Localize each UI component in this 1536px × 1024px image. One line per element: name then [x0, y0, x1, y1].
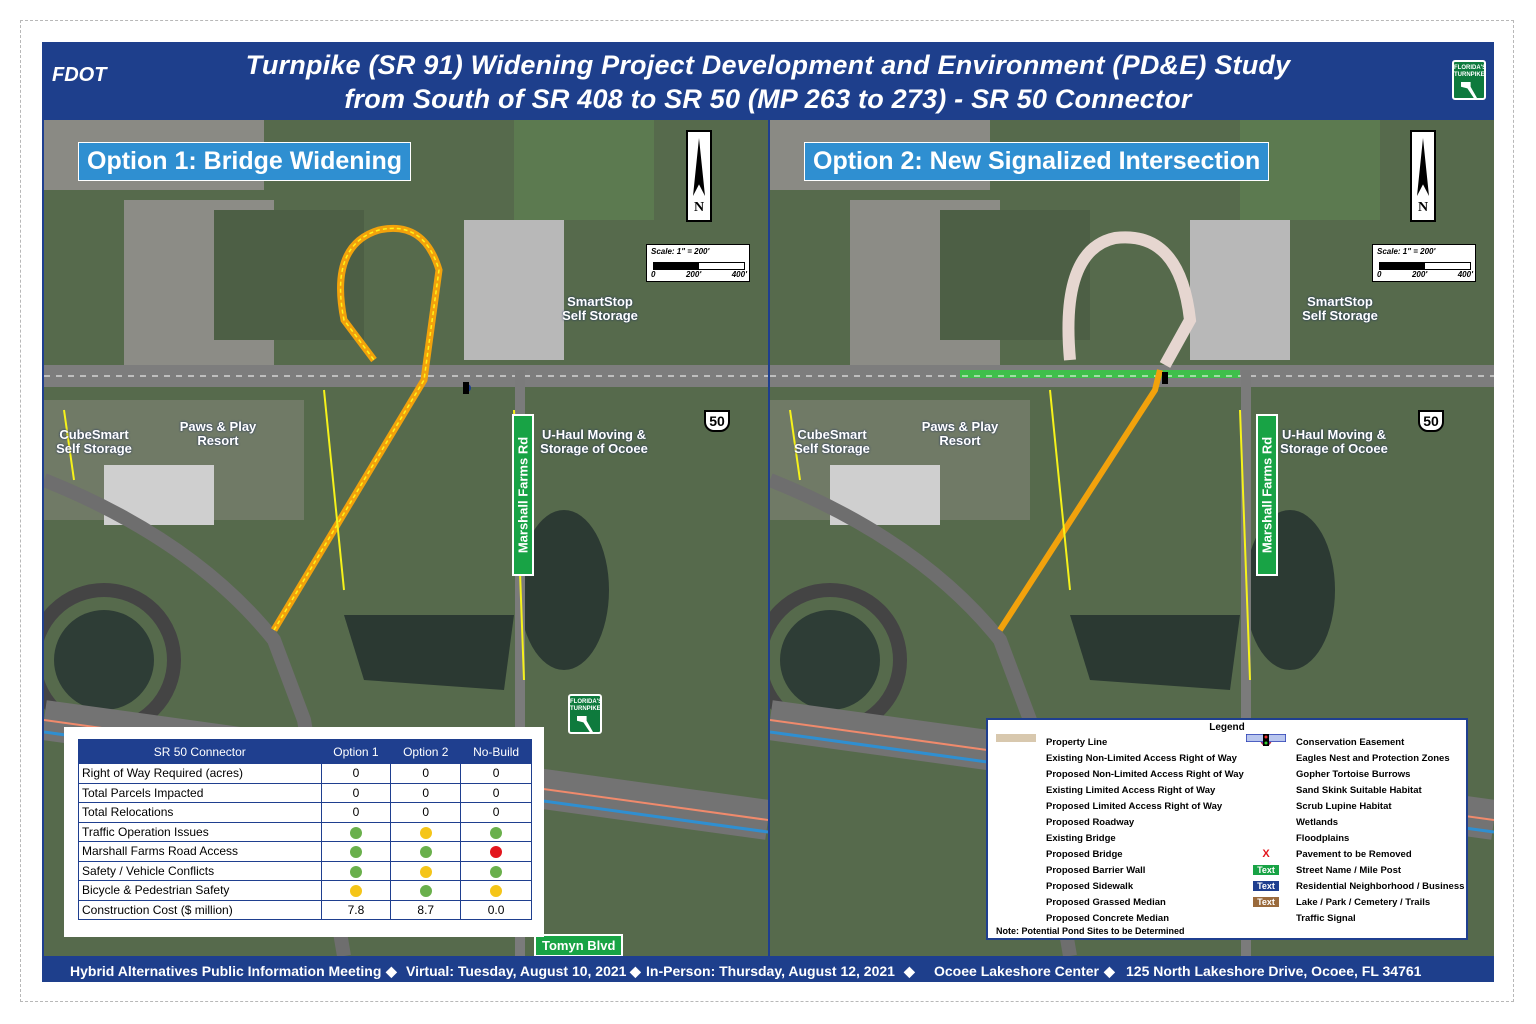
- option1-scale-bar: Scale: 1" = 200' 0 200' 400': [646, 244, 750, 282]
- yellow-rating-dot: [490, 885, 502, 897]
- legend-item: [996, 830, 1244, 846]
- option1-street-tomyn-blvd: Tomyn Blvd: [534, 934, 623, 956]
- legend-left-column: [996, 734, 1244, 926]
- legend-swatch: [996, 865, 1036, 875]
- legend-swatch: [996, 913, 1036, 923]
- legend-swatch: [996, 833, 1036, 843]
- legend-label: Proposed Bridge: [1046, 848, 1123, 860]
- comparison-value: 0: [461, 764, 532, 784]
- diamond-icon: ◆: [386, 963, 397, 979]
- green-rating-dot: [350, 866, 362, 878]
- legend-item: [1246, 766, 1464, 782]
- legend-title: Legend: [1209, 722, 1245, 733]
- footer-address: 125 North Lakeshore Drive, Ocoee, FL 34761: [1126, 963, 1422, 979]
- comparison-rating-cell: [321, 861, 391, 881]
- legend-swatch: [996, 801, 1036, 811]
- legend-label: Proposed Roadway: [1046, 816, 1135, 828]
- legend-label: Scrub Lupine Habitat: [1296, 800, 1392, 812]
- comparison-row: [79, 822, 532, 842]
- comparison-table: [78, 739, 532, 920]
- diamond-icon: ◆: [630, 963, 641, 979]
- option2-scale-bar: Scale: 1" = 200' 0 200' 400': [1372, 244, 1476, 282]
- option2-title: Option 2: New Signalized Intersection: [804, 142, 1269, 181]
- option2-label-paws: Paws & Play Resort: [921, 419, 999, 448]
- footer-virtual: Virtual: Tuesday, August 10, 2021: [406, 963, 627, 979]
- legend-label: Traffic Signal: [1296, 912, 1356, 924]
- comparison-rating-cell: [321, 881, 391, 901]
- comparison-rating-cell: [391, 822, 461, 842]
- yellow-rating-dot: [420, 866, 432, 878]
- legend-label: Sand Skink Suitable Habitat: [1296, 784, 1422, 796]
- footer-inperson: In-Person: Thursday, August 12, 2021: [646, 963, 895, 979]
- footer: [42, 960, 1494, 982]
- green-rating-dot: [490, 866, 502, 878]
- turnpike-logo: FLORIDA'S TURNPIKE: [1452, 60, 1486, 100]
- comparison-row: [79, 842, 532, 862]
- comparison-value: 0: [461, 803, 532, 823]
- fdot-logo: FDOT: [52, 64, 107, 86]
- option1-label-cubesmart: CubeSmart Self Storage: [56, 427, 132, 456]
- comparison-row: [79, 803, 532, 823]
- option1-map-panel: [44, 120, 768, 956]
- option1-title: Option 1: Bridge Widening: [78, 142, 411, 181]
- comparison-value: 8.7: [391, 900, 461, 920]
- comparison-value: 0.0: [461, 900, 532, 920]
- option1-street-marshall-farms: Marshall Farms Rd: [512, 414, 534, 576]
- legend-item: [996, 862, 1244, 878]
- comparison-rating-cell: [321, 842, 391, 862]
- legend-swatch: [996, 849, 1036, 859]
- legend-swatch: [996, 769, 1036, 779]
- exhibit-board: [42, 42, 1494, 982]
- green-rating-dot: [420, 885, 432, 897]
- comparison-value: 0: [461, 783, 532, 803]
- option2-label-uhaul: U-Haul Moving & Storage of Ocoee: [1280, 427, 1388, 456]
- comparison-row-label: Right of Way Required (acres): [79, 764, 322, 784]
- legend-right-column: [1246, 734, 1464, 926]
- legend-swatch: Text: [1246, 865, 1286, 875]
- comparison-row: [79, 900, 532, 920]
- diamond-icon: ◆: [1104, 963, 1115, 979]
- legend-label: Existing Bridge: [1046, 832, 1116, 844]
- comparison-rating-cell: [461, 822, 532, 842]
- legend-swatch: [996, 785, 1036, 795]
- legend-item: [1246, 798, 1464, 814]
- comparison-rating-cell: [391, 881, 461, 901]
- legend-label: Proposed Barrier Wall: [1046, 864, 1146, 876]
- comparison-header: Option 1: [321, 740, 391, 764]
- legend-label: Conservation Easement: [1296, 736, 1405, 748]
- legend-label: Gopher Tortoise Burrows: [1296, 768, 1411, 780]
- legend-item: [996, 750, 1244, 766]
- comparison-table-panel: [64, 727, 544, 937]
- option2-street-marshall-farms: Marshall Farms Rd: [1256, 414, 1278, 576]
- legend-label: Residential Neighborhood / Business: [1296, 880, 1465, 892]
- footer-meeting: Hybrid Alternatives Public Information Meeting: [70, 963, 382, 979]
- legend-label: Property Line: [1046, 736, 1108, 748]
- comparison-row-label: Safety / Vehicle Conflicts: [79, 861, 322, 881]
- option1-turnpike-sign: FLORIDA'S TURNPIKE: [568, 694, 602, 734]
- legend-swatch: Text: [1246, 881, 1286, 891]
- legend-swatch: X: [1262, 848, 1270, 860]
- legend-item: [996, 894, 1244, 910]
- comparison-value: 0: [321, 803, 391, 823]
- legend-label: Eagles Nest and Protection Zones: [1296, 752, 1450, 764]
- comparison-value: 0: [321, 783, 391, 803]
- green-rating-dot: [420, 846, 432, 858]
- legend-swatch: [996, 753, 1036, 763]
- legend-item: [996, 846, 1244, 862]
- comparison-rating-cell: [321, 822, 391, 842]
- comparison-rating-cell: [461, 842, 532, 862]
- comparison-row: [79, 861, 532, 881]
- legend-item: [996, 782, 1244, 798]
- legend-item: [1246, 862, 1464, 878]
- legend-label: Existing Limited Access Right of Way: [1046, 784, 1216, 796]
- diamond-icon: ◆: [904, 963, 915, 979]
- title-line-1: Turnpike (SR 91) Widening Project Development and Environment (PD&E) Study: [245, 50, 1291, 80]
- comparison-value: 0: [321, 764, 391, 784]
- legend-label: Pavement to be Removed: [1296, 848, 1412, 860]
- legend-label: Proposed Sidewalk: [1046, 880, 1134, 892]
- legend-item: [996, 766, 1244, 782]
- comparison-rating-cell: [391, 861, 461, 881]
- legend-label: Wetlands: [1296, 816, 1339, 828]
- legend-swatch: [1246, 913, 1286, 923]
- footer-venue: Ocoee Lakeshore Center: [934, 963, 1099, 979]
- legend-label: Proposed Concrete Median: [1046, 912, 1169, 924]
- legend-item: [996, 878, 1244, 894]
- legend-label: Floodplains: [1296, 832, 1350, 844]
- comparison-value: 0: [391, 783, 461, 803]
- yellow-rating-dot: [420, 827, 432, 839]
- comparison-row-label: Marshall Farms Road Access: [79, 842, 322, 862]
- legend-swatch: [996, 881, 1036, 891]
- legend-item: [1246, 846, 1464, 862]
- legend-swatch: [1246, 769, 1286, 779]
- header: [42, 42, 1494, 120]
- option2-map-panel: [770, 120, 1494, 956]
- legend-item: [1246, 830, 1464, 846]
- option2-label-cubesmart: CubeSmart Self Storage: [794, 427, 870, 456]
- comparison-row-label: Traffic Operation Issues: [79, 822, 322, 842]
- option2-north-arrow: N: [1410, 130, 1436, 222]
- legend-item: [996, 798, 1244, 814]
- comparison-header: No-Build: [461, 740, 532, 764]
- legend-label: Proposed Non-Limited Access Right of Way: [1046, 768, 1244, 780]
- legend-item: [1246, 894, 1464, 910]
- legend-item: [1246, 814, 1464, 830]
- legend-label: Proposed Limited Access Right of Way: [1046, 800, 1223, 812]
- legend-swatch: [996, 897, 1036, 907]
- option1-label-uhaul: U-Haul Moving & Storage of Ocoee: [540, 427, 648, 456]
- legend-swatch: [1246, 833, 1286, 843]
- yellow-rating-dot: [350, 885, 362, 897]
- legend-item: [1246, 782, 1464, 798]
- comparison-row: [79, 764, 532, 784]
- comparison-row-label: Construction Cost ($ million): [79, 900, 322, 920]
- comparison-row-label: Total Relocations: [79, 803, 322, 823]
- green-rating-dot: [350, 827, 362, 839]
- comparison-rating-cell: [461, 881, 532, 901]
- comparison-value: 0: [391, 764, 461, 784]
- legend-swatch: [1246, 785, 1286, 795]
- comparison-row-label: Bicycle & Pedestrian Safety: [79, 881, 322, 901]
- option2-sr50-shield: 50: [1418, 410, 1444, 432]
- legend-swatch: Text: [1246, 897, 1286, 907]
- legend-item: [1246, 878, 1464, 894]
- green-rating-dot: [490, 827, 502, 839]
- legend-item: [1246, 750, 1464, 766]
- comparison-row: [79, 881, 532, 901]
- comparison-value: 7.8: [321, 900, 391, 920]
- legend-label: Proposed Grassed Median: [1046, 896, 1166, 908]
- legend-swatch: [1246, 817, 1286, 827]
- comparison-header-row: [79, 740, 532, 764]
- legend: [986, 718, 1468, 940]
- legend-label: Street Name / Mile Post: [1296, 864, 1402, 876]
- red-rating-dot: [490, 846, 502, 858]
- legend-swatch: [1246, 801, 1286, 811]
- legend-item: [1246, 910, 1464, 926]
- comparison-rating-cell: [461, 861, 532, 881]
- legend-item: [996, 814, 1244, 830]
- option2-label-smartstop: SmartStop Self Storage: [1302, 294, 1378, 323]
- legend-note: Note: Potential Pond Sites to be Determined: [996, 926, 1185, 936]
- legend-item: [996, 910, 1244, 926]
- option1-sr50-shield: 50: [704, 410, 730, 432]
- legend-swatch: [1246, 753, 1286, 763]
- legend-label: Lake / Park / Cemetery / Trails: [1296, 896, 1431, 908]
- title-line-2: from South of SR 408 to SR 50 (MP 263 to 273) - SR 50 Connector: [344, 84, 1192, 114]
- option1-label-smartstop: SmartStop Self Storage: [562, 294, 638, 323]
- option1-north-arrow: N: [686, 130, 712, 222]
- comparison-value: 0: [391, 803, 461, 823]
- legend-swatch: [996, 817, 1036, 827]
- green-rating-dot: [350, 846, 362, 858]
- comparison-header: Option 2: [391, 740, 461, 764]
- legend-label: Existing Non-Limited Access Right of Way: [1046, 752, 1237, 764]
- comparison-rating-cell: [391, 842, 461, 862]
- comparison-row: [79, 783, 532, 803]
- option1-label-paws: Paws & Play Resort: [179, 419, 257, 448]
- comparison-header: SR 50 Connector: [79, 740, 322, 764]
- comparison-row-label: Total Parcels Impacted: [79, 783, 322, 803]
